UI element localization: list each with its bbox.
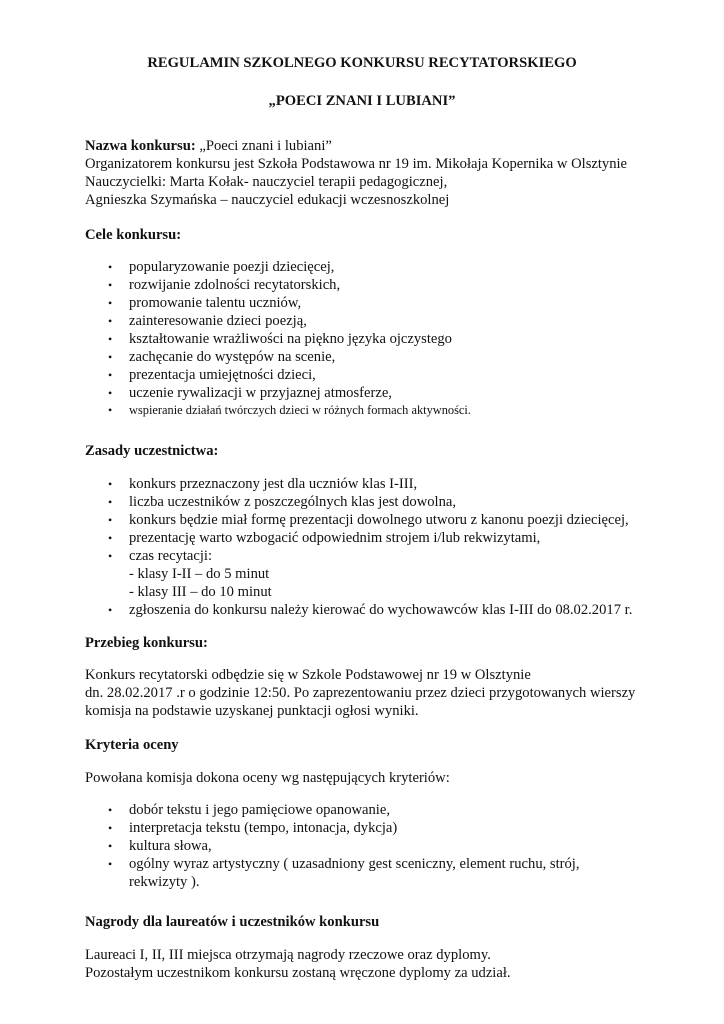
bullet-icon: • — [108, 332, 113, 346]
course-line-1: Konkurs recytatorski odbędzie się w Szkole Podstawowej nr 19 w Olsztynie — [85, 667, 531, 683]
criteria-intro: Powołana komisja dokona oceny wg następujących kryteriów: — [85, 770, 450, 786]
course-heading: Przebieg konkursu: — [85, 635, 208, 651]
contest-name-value: „Poeci znani i lubiani” — [195, 138, 332, 154]
bullet-icon: • — [108, 477, 113, 491]
bullet-icon: • — [108, 803, 113, 817]
bullet-icon: • — [108, 403, 113, 417]
bullet-icon: • — [108, 513, 113, 527]
bullet-icon: • — [108, 368, 113, 382]
bullet-icon: • — [108, 314, 113, 328]
contest-name-label: Nazwa konkursu: — [85, 138, 196, 154]
bullet-icon: • — [108, 839, 113, 853]
bullet-icon: • — [108, 260, 113, 274]
document-title: REGULAMIN SZKOLNEGO KONKURSU RECYTATORSKIEGO — [147, 55, 577, 71]
bullet-icon: • — [108, 278, 113, 292]
document-subtitle: „POECI ZNANI I LUBIANI” — [268, 93, 456, 109]
bullet-icon: • — [108, 386, 113, 400]
criteria-item-continuation: rekwizyty ). — [129, 874, 200, 890]
bullet-icon: • — [108, 350, 113, 364]
teachers-line-1: Nauczycielki: Marta Kołak- nauczyciel terapii pedagogicznej, — [85, 174, 448, 190]
bullet-icon: • — [108, 495, 113, 509]
bullet-icon: • — [108, 549, 113, 563]
bullet-icon: • — [108, 296, 113, 310]
contest-name-line — [85, 137, 332, 155]
course-line-3: komisja na podstawie uzyskanej punktacji ogłosi wyniki. — [85, 703, 419, 719]
document-page: REGULAMIN SZKOLNEGO KONKURSU RECYTATORSKIEGO „POECI ZNANI I LUBIANI” Nazwa konkursu: „Poeci znani i lubiani” Organizatorem konkursu jest Szkoła Podstawowa nr 19 im. Mikołaja Kopernika w Olsztynie Nauczycielki: Marta Kołak- nauczyciel terapii pedagogicznej, Agnieszka Szymańska – nauczyciel edukacji wczesnoszkolnej Cele konkursu: • popularyzowanie poezji dziecięcej, • rozwijanie zdolności recytatorskich, • promowanie talentu uczniów, • zainteresowanie dzieci poezją, • kształtowanie wrażliwości na piękno języka ojczystego • zachęcanie do występów na scenie, • prezentacja umiejętności dzieci, • uczenie rywalizacji w przyjaznej atmosferze, • wspieranie działań twórczych dzieci w różnych formach aktywności. Zasady uczestnictwa: • konkurs przeznaczony jest dla uczniów klas I-III, • liczba uczestników z poszczególnych klas jest dowolna, • konkurs będzie miał formę prezentacji dowolnego utworu z kanonu poezji dziecięcej, • prezentację warto wzbogacić odpowiednim strojem i/lub rekwizytami, • czas recytacji: - klasy I-II – do 5 minut - klasy III – do 10 minut • zgłoszenia do konkursu należy kierować do wychowawców klas I-III do 08.02.2017 r. Przebieg konkursu: Konkurs recytatorski odbędzie się w Szkole Podstawowej nr 19 w Olsztynie dn. 28.02.2017 .r o godzinie 12:50. Po zaprezentowaniu przez dzieci przygotowanych wierszy komisja na podstawie uzyskanej punktacji ogłosi wyniki. Kryteria oceny Powołana komisja dokona oceny wg następujących kryteriów: • dobór tekstu i jego pamięciowe opanowanie, • interpretacja tekstu (tempo, intonacja, dykcja) • kultura słowa, • ogólny wyraz artystyczny ( uzasadniony gest sceniczny, element ruchu, strój, rekwizyty ). Nagrody dla laureatów i uczestników konkursu Laureaci I, II, III miejsca otrzymają nagrody rzeczowe oraz dyplomy. Pozostałym uczestnikom konkursu zostaną wręczone dyplomy za udział. — [0, 0, 724, 1024]
awards-line-1: Laureaci I, II, III miejsca otrzymają nagrody rzeczowe oraz dyplomy. — [85, 947, 491, 963]
organizer-line: Organizatorem konkursu jest Szkoła Podstawowa nr 19 im. Mikołaja Kopernika w Olsztynie — [85, 156, 628, 172]
course-line-2: dn. 28.02.2017 .r o godzinie 12:50. Po zaprezentowaniu przez dzieci przygotowanych wierszy — [85, 685, 636, 701]
awards-line-2: Pozostałym uczestnikom konkursu zostaną wręczone dyplomy za udział. — [85, 965, 511, 981]
bullet-icon: • — [108, 531, 113, 545]
teachers-line-2: Agnieszka Szymańska – nauczyciel edukacji wczesnoszkolnej — [85, 192, 450, 208]
rules-heading: Zasady uczestnictwa: — [85, 443, 219, 459]
bullet-icon: • — [108, 857, 113, 871]
bullet-icon: • — [108, 603, 113, 617]
goals-heading: Cele konkursu: — [85, 227, 182, 243]
recitation-time-2: - klasy III – do 10 minut — [129, 584, 272, 600]
bullet-icon: • — [108, 821, 113, 835]
recitation-time-1: - klasy I-II – do 5 minut — [129, 566, 270, 582]
criteria-heading: Kryteria oceny — [85, 737, 179, 753]
awards-heading: Nagrody dla laureatów i uczestników konkursu — [85, 914, 380, 930]
